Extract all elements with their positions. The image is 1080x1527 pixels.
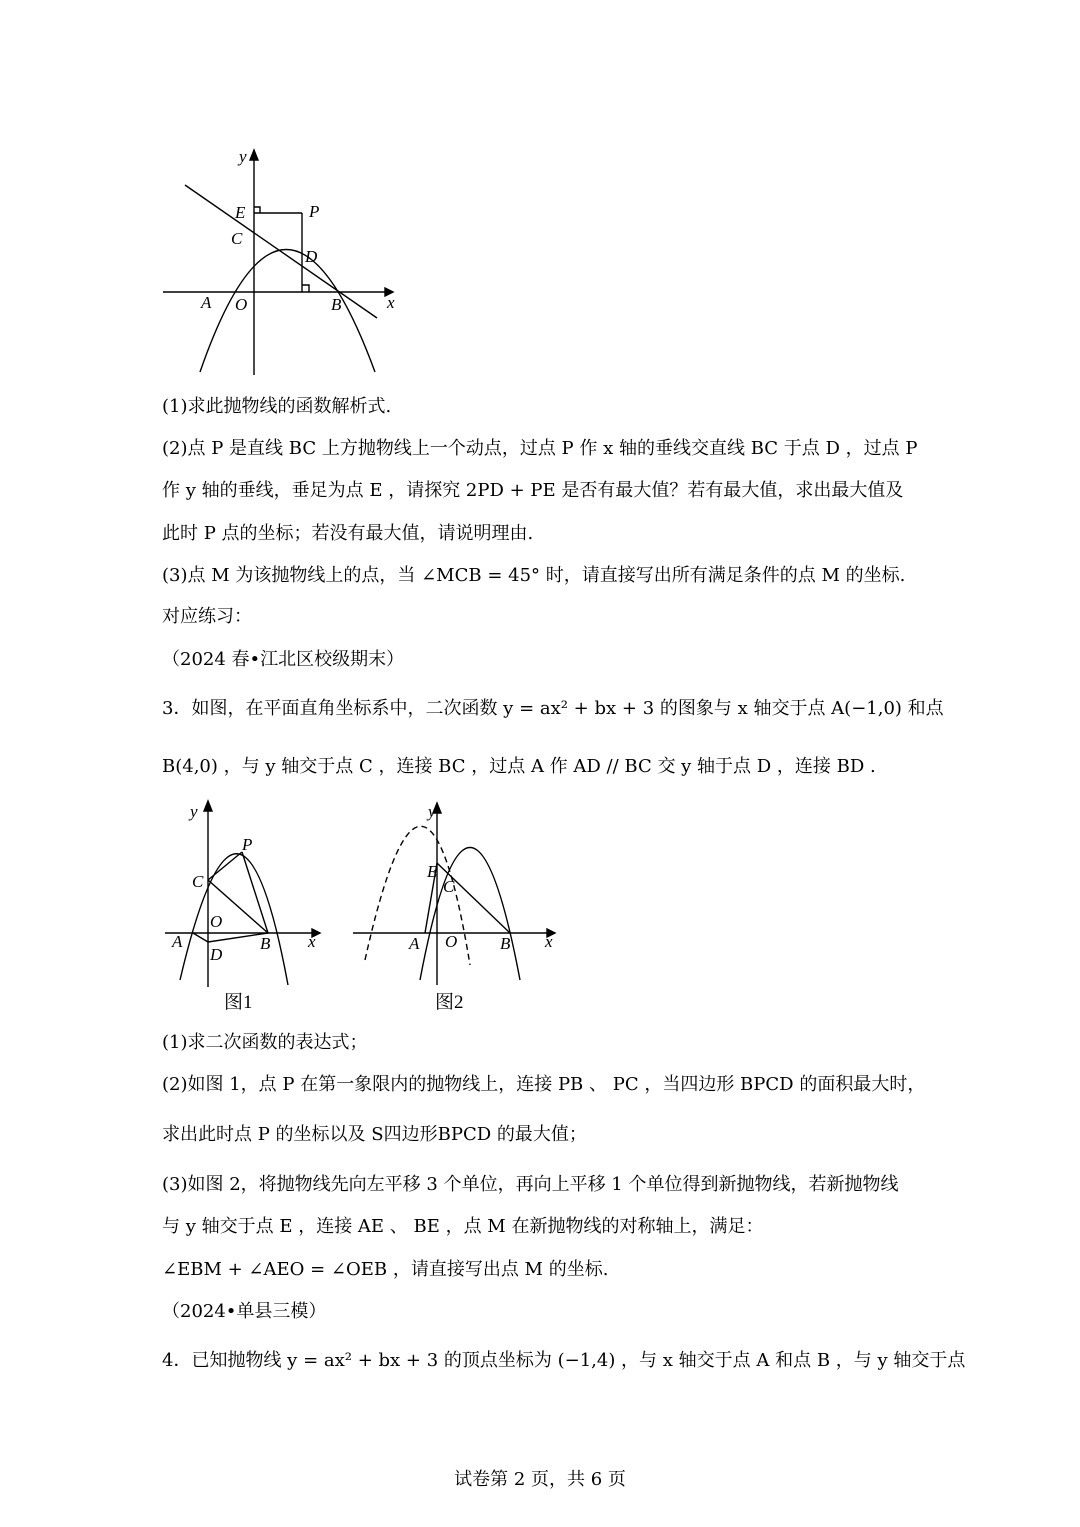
label-x: x (387, 293, 395, 312)
label-e: E (427, 862, 438, 881)
problem3-q3-line2: 与 y 轴交于点 E ，连接 AE 、 BE ，点 M 在新抛物线的对称轴上，满足： (162, 1216, 764, 1237)
label-d: D (210, 945, 223, 964)
label-o: O (235, 295, 248, 314)
label-d: D (305, 247, 318, 266)
label-p: P (309, 202, 320, 221)
segment-bd (208, 933, 268, 942)
parabola (200, 250, 375, 373)
label-y: y (190, 802, 198, 821)
label-a: A (172, 932, 183, 951)
figure-parabola-1 (155, 140, 415, 380)
label-y: y (428, 802, 436, 821)
label-o: O (210, 912, 223, 931)
label-b: B (260, 934, 271, 953)
line-bc (185, 185, 377, 318)
label-c: C (231, 229, 243, 248)
segment-ad (193, 933, 208, 942)
problem3-q1: (1)求二次函数的表达式； (162, 1032, 368, 1053)
problem3-q3-line1: (3)如图 2，将抛物线先向左平移 3 个单位，再向上平移 1 个单位得到新抛物线，若新抛物线 (162, 1174, 899, 1195)
label-a: A (409, 934, 420, 953)
problem3-q2-line1: (2)如图 1，点 P 在第一象限内的抛物线上，连接 PB 、 PC ，当四边形 BPCD 的面积最大时， (162, 1074, 926, 1095)
label-b: B (500, 934, 511, 953)
label-e: E (235, 203, 246, 222)
label-b: B (331, 295, 342, 314)
problem3-q3-line3: ∠EBM + ∠AEO = ∠OEB ，请直接写出点 M 的坐标. (162, 1259, 609, 1280)
label-o: O (445, 932, 458, 951)
label-x: x (545, 932, 553, 951)
problem3-q2-line2: 求出此时点 P 的坐标以及 S四边形BPCD 的最大值； (162, 1124, 587, 1145)
segment-eb (437, 863, 510, 933)
caption-fig1: 图1 (224, 992, 253, 1013)
label-a: A (201, 293, 212, 312)
problem2-q1: (1)求此抛物线的函数解析式. (162, 396, 392, 417)
problem3-line1: 3．如图，在平面直角坐标系中，二次函数 y = ax² + bx + 3 的图象与 x 轴交于点 A(−1,0) 和点 (162, 698, 944, 719)
problem2-q3: (3)点 M 为该抛物线上的点，当 ∠MCB = 45° 时，请直接写出所有满足条件的点 M 的坐标. (162, 565, 906, 586)
label-x: x (308, 932, 316, 951)
label-y: y (239, 147, 247, 166)
figure-parabola-fig2 (345, 795, 565, 1020)
label-c: C (192, 872, 204, 891)
problem2-q2-line2: 作 y 轴的垂线，垂足为点 E ，请探究 2PD + PE 是否有最大值？若有最大值，求出最大值及 (162, 480, 904, 501)
problem2-q2-line1: (2)点 P 是直线 BC 上方抛物线上一个动点，过点 P 作 x 轴的垂线交直线 BC 于点 D ，过点 P (162, 438, 918, 459)
page-footer: 试卷第 2 页，共 6 页 (454, 1469, 626, 1490)
figure-parabola-fig1 (160, 795, 340, 1020)
problem4-line1: 4．已知抛物线 y = ax² + bx + 3 的顶点坐标为 (−1,4) ，与 x 轴交于点 A 和点 B ，与 y 轴交于点 (162, 1350, 966, 1371)
problem4-source: （2024•单县三模） (162, 1301, 327, 1322)
caption-fig2: 图2 (435, 992, 464, 1013)
label-c: C (443, 877, 455, 896)
problem3-source: （2024 春•江北区校级期末） (162, 649, 405, 670)
segment-cp (208, 852, 242, 880)
label-p: P (242, 835, 253, 854)
problem2-q2-line3: 此时 P 点的坐标；若没有最大值，请说明理由. (162, 523, 534, 544)
practice-heading: 对应练习： (162, 606, 252, 627)
problem3-line2: B(4,0) ，与 y 轴交于点 C ，连接 BC ，过点 A 作 AD // BC 交 y 轴于点 D ，连接 BD . (162, 756, 876, 777)
